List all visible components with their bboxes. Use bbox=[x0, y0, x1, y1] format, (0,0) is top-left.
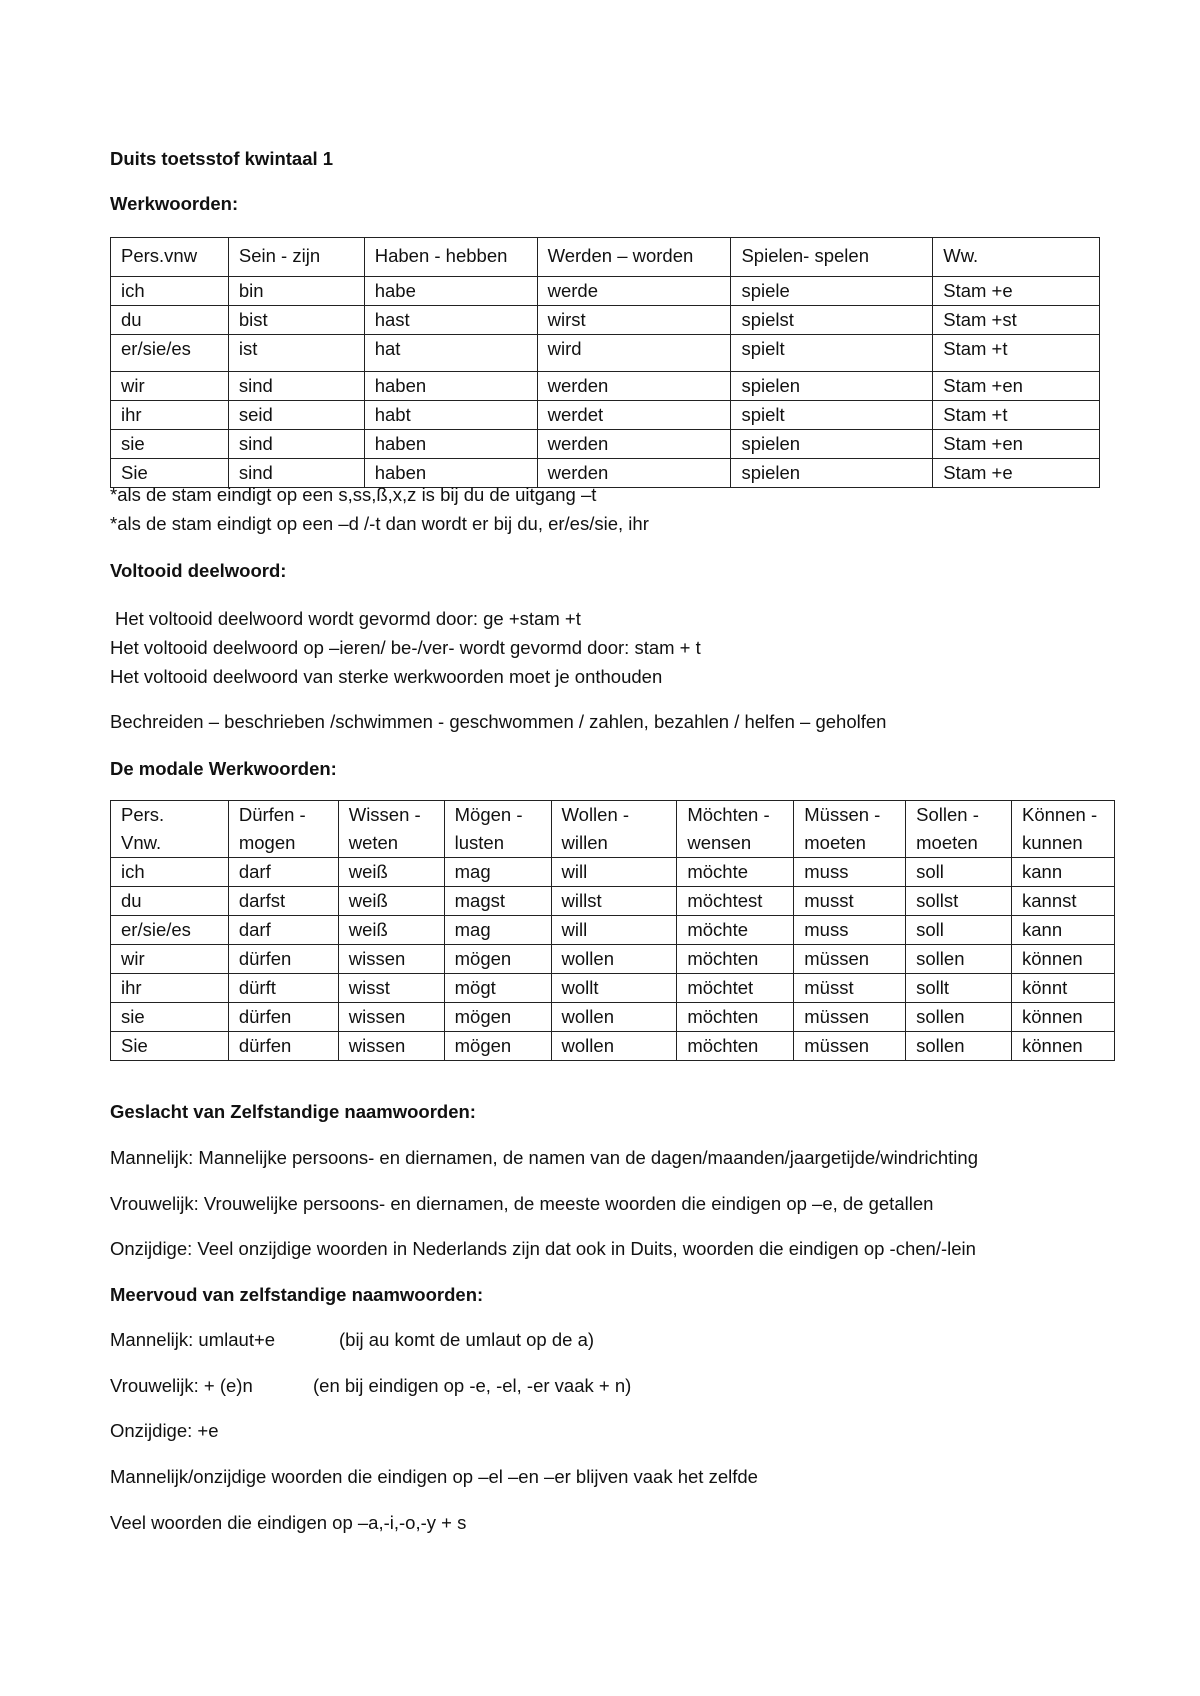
verbs-cell: spielen bbox=[731, 430, 933, 459]
verbs-cell: spielt bbox=[731, 401, 933, 430]
modal-cell: Sie bbox=[111, 1032, 229, 1061]
modal-cell: musst bbox=[794, 887, 906, 916]
modal-header-cell bbox=[794, 801, 906, 858]
verbs-cell: Stam +t bbox=[933, 401, 1100, 430]
modal-header-line: Vnw. bbox=[121, 832, 162, 853]
geslacht-onzijdig: Onzijdige: Veel onzijdige woorden in Nederlands zijn dat ook in Duits, woorden die eindigen op -chen/-lein bbox=[110, 1238, 976, 1259]
geslacht-heading: Geslacht van Zelfstandige naamwoorden: bbox=[110, 1101, 476, 1122]
modal-cell: möchten bbox=[677, 945, 794, 974]
modal-cell: muss bbox=[794, 858, 906, 887]
voltooid-line-1: Het voltooid deelwoord wordt gevormd door: ge +stam +t bbox=[115, 608, 581, 629]
voltooid-line-2: Het voltooid deelwoord op –ieren/ be-/ver- wordt gevormd door: stam + t bbox=[110, 637, 701, 658]
meervoud-mannelijk-note: (bij au komt de umlaut op de a) bbox=[339, 1329, 595, 1350]
verbs-cell: wir bbox=[111, 372, 229, 401]
verbs-cell: er/sie/es bbox=[111, 335, 229, 372]
verbs-cell: seid bbox=[228, 401, 364, 430]
modal-header-line: moeten bbox=[804, 832, 866, 853]
verbs-cell: sie bbox=[111, 430, 229, 459]
modal-header-line: Dürfen - bbox=[238, 804, 306, 825]
voltooid-line-3: Het voltooid deelwoord van sterke werkwoorden moet je onthouden bbox=[110, 666, 663, 687]
modal-cell: müssen bbox=[794, 945, 906, 974]
modal-cell: weiß bbox=[338, 916, 444, 945]
modal-cell: möchten bbox=[677, 1032, 794, 1061]
modal-cell: muss bbox=[794, 916, 906, 945]
modal-cell: darf bbox=[228, 858, 338, 887]
verbs-cell: du bbox=[111, 306, 229, 335]
modal-cell: wollen bbox=[551, 945, 677, 974]
modal-cell: wir bbox=[111, 945, 229, 974]
verbs-cell: haben bbox=[364, 459, 537, 488]
modal-header-line: mogen bbox=[238, 832, 296, 853]
geslacht-vrouwelijk: Vrouwelijk: Vrouwelijke persoons- en diernamen, de meeste woorden die eindigen op –e, de getallen bbox=[110, 1193, 934, 1214]
modal-row bbox=[111, 1003, 1115, 1032]
verbs-cell: wirst bbox=[537, 306, 731, 335]
modal-cell: er/sie/es bbox=[111, 916, 229, 945]
verbs-cell: Stam +e bbox=[933, 277, 1100, 306]
modal-header-line: Möchten - bbox=[687, 804, 770, 825]
modal-header-cell bbox=[906, 801, 1012, 858]
verbs-cell: hat bbox=[364, 335, 537, 372]
modal-cell: wissen bbox=[338, 945, 444, 974]
verbs-cell: ist bbox=[228, 335, 364, 372]
modal-header-line: Müssen - bbox=[804, 804, 881, 825]
verbs-cell: habe bbox=[364, 277, 537, 306]
modal-header-cell bbox=[444, 801, 551, 858]
werkwoorden-heading: Werkwoorden: bbox=[110, 193, 239, 214]
modal-cell: sollen bbox=[906, 1003, 1012, 1032]
verbs-cell: Stam +st bbox=[933, 306, 1100, 335]
modal-cell: sie bbox=[111, 1003, 229, 1032]
verbs-row bbox=[111, 335, 1100, 372]
modal-cell: ich bbox=[111, 858, 229, 887]
modal-cell: können bbox=[1012, 1032, 1115, 1061]
modal-row bbox=[111, 858, 1115, 887]
modal-header-line: Wissen - bbox=[348, 804, 421, 825]
modal-cell: weiß bbox=[338, 887, 444, 916]
meervoud-mannelijk-onzijdig: Mannelijk/onzijdige woorden die eindigen op –el –en –er blijven vaak het zelfde bbox=[110, 1466, 758, 1487]
modal-cell: möchten bbox=[677, 1003, 794, 1032]
verbs-cell: sind bbox=[228, 372, 364, 401]
verbs-table bbox=[110, 237, 1100, 488]
verbs-header-row bbox=[111, 238, 1100, 277]
modal-cell: sollst bbox=[906, 887, 1012, 916]
verbs-cell: Sie bbox=[111, 459, 229, 488]
modal-cell: sollen bbox=[906, 945, 1012, 974]
modal-header-cell bbox=[551, 801, 677, 858]
modal-cell: darf bbox=[228, 916, 338, 945]
verbs-header-cell: Pers.vnw bbox=[111, 238, 229, 277]
modal-cell: können bbox=[1012, 1003, 1115, 1032]
modal-cell: dürft bbox=[228, 974, 338, 1003]
modal-header-row bbox=[111, 801, 1115, 858]
meervoud-mannelijk: Mannelijk: umlaut+e bbox=[110, 1329, 276, 1350]
modal-cell: wollt bbox=[551, 974, 677, 1003]
modal-header-cell bbox=[338, 801, 444, 858]
verbs-cell: spiele bbox=[731, 277, 933, 306]
verbs-cell: sind bbox=[228, 459, 364, 488]
modal-header-line: kunnen bbox=[1022, 832, 1083, 853]
modal-cell: kann bbox=[1012, 916, 1115, 945]
verbs-cell: bist bbox=[228, 306, 364, 335]
meervoud-onzijdig: Onzijdige: +e bbox=[110, 1420, 219, 1441]
verbs-cell: werden bbox=[537, 372, 731, 401]
verbs-cell: spielen bbox=[731, 459, 933, 488]
modal-row bbox=[111, 945, 1115, 974]
modal-verbs-table bbox=[110, 800, 1115, 1061]
verbs-row bbox=[111, 277, 1100, 306]
modal-row bbox=[111, 1032, 1115, 1061]
modal-cell: können bbox=[1012, 945, 1115, 974]
modal-cell: du bbox=[111, 887, 229, 916]
verbs-cell: wird bbox=[537, 335, 731, 372]
modal-cell: will bbox=[551, 858, 677, 887]
modal-cell: mag bbox=[444, 916, 551, 945]
voltooid-line-4: Bechreiden – beschrieben /schwimmen - geschwommen / zahlen, bezahlen / helfen – geholfen bbox=[110, 711, 887, 732]
verbs-cell: hast bbox=[364, 306, 537, 335]
page-title: Duits toetsstof kwintaal 1 bbox=[110, 148, 334, 169]
verbs-cell: Stam +e bbox=[933, 459, 1100, 488]
verbs-row bbox=[111, 306, 1100, 335]
modal-cell: müssen bbox=[794, 1003, 906, 1032]
verbs-cell: bin bbox=[228, 277, 364, 306]
modal-cell: dürfen bbox=[228, 945, 338, 974]
modal-header-line: Wollen - bbox=[561, 804, 630, 825]
verbs-header-cell: Spielen- spelen bbox=[731, 238, 933, 277]
modal-cell: müsst bbox=[794, 974, 906, 1003]
modal-cell: willst bbox=[551, 887, 677, 916]
meervoud-heading: Meervoud van zelfstandige naamwoorden: bbox=[110, 1284, 484, 1305]
modal-cell: weiß bbox=[338, 858, 444, 887]
verbs-cell: spielen bbox=[731, 372, 933, 401]
meervoud-s-ending: Veel woorden die eindigen op –a,-i,-o,-y + s bbox=[110, 1512, 467, 1533]
verbs-cell: werden bbox=[537, 459, 731, 488]
verbs-cell: Stam +en bbox=[933, 372, 1100, 401]
meervoud-vrouwelijk: Vrouwelijk: + (e)n bbox=[110, 1375, 253, 1396]
modal-header-line: wensen bbox=[687, 832, 752, 853]
verbs-cell: werdet bbox=[537, 401, 731, 430]
modal-header-line: weten bbox=[348, 832, 399, 853]
verbs-cell: Stam +en bbox=[933, 430, 1100, 459]
modal-cell: magst bbox=[444, 887, 551, 916]
modal-header-line: Mögen - bbox=[454, 804, 523, 825]
meervoud-vrouwelijk-note: (en bij eindigen op -e, -el, -er vaak + n) bbox=[313, 1375, 632, 1396]
modal-cell: mögt bbox=[444, 974, 551, 1003]
modal-header-cell bbox=[111, 801, 229, 858]
verbs-cell: spielst bbox=[731, 306, 933, 335]
modal-cell: kann bbox=[1012, 858, 1115, 887]
modal-row bbox=[111, 974, 1115, 1003]
modal-cell: sollt bbox=[906, 974, 1012, 1003]
modal-cell: sollen bbox=[906, 1032, 1012, 1061]
modal-cell: wissen bbox=[338, 1032, 444, 1061]
verbs-cell: ich bbox=[111, 277, 229, 306]
modal-cell: dürfen bbox=[228, 1003, 338, 1032]
verbs-row bbox=[111, 430, 1100, 459]
verbs-row bbox=[111, 401, 1100, 430]
modal-header-line: lusten bbox=[454, 832, 505, 853]
verbs-row bbox=[111, 372, 1100, 401]
modal-cell: möchte bbox=[677, 858, 794, 887]
verbs-cell: werden bbox=[537, 430, 731, 459]
verbs-cell: habt bbox=[364, 401, 537, 430]
modal-cell: soll bbox=[906, 916, 1012, 945]
verbs-cell: Stam +t bbox=[933, 335, 1100, 372]
modal-cell: kannst bbox=[1012, 887, 1115, 916]
verbs-header-cell: Werden – worden bbox=[537, 238, 731, 277]
voltooid-heading: Voltooid deelwoord: bbox=[110, 560, 287, 581]
modal-cell: mag bbox=[444, 858, 551, 887]
modal-header-cell bbox=[228, 801, 338, 858]
modal-cell: möchtest bbox=[677, 887, 794, 916]
verbs-cell: ihr bbox=[111, 401, 229, 430]
modal-row bbox=[111, 916, 1115, 945]
verbs-header-cell: Sein - zijn bbox=[228, 238, 364, 277]
modal-cell: wissen bbox=[338, 1003, 444, 1032]
verbs-cell: sind bbox=[228, 430, 364, 459]
modal-cell: darfst bbox=[228, 887, 338, 916]
werkwoorden-note-1: *als de stam eindigt op een s,ss,ß,x,z is bij du de uitgang –t bbox=[110, 484, 597, 505]
modal-cell: möchte bbox=[677, 916, 794, 945]
modale-heading: De modale Werkwoorden: bbox=[110, 758, 337, 779]
modal-cell: wollen bbox=[551, 1032, 677, 1061]
werkwoorden-note-2: *als de stam eindigt op een –d /-t dan wordt er bij du, er/es/sie, ihr bbox=[110, 513, 649, 534]
modal-header-cell bbox=[1012, 801, 1115, 858]
modal-cell: müssen bbox=[794, 1032, 906, 1061]
verbs-cell: haben bbox=[364, 372, 537, 401]
modal-cell: wisst bbox=[338, 974, 444, 1003]
modal-cell: mögen bbox=[444, 1003, 551, 1032]
modal-cell: mögen bbox=[444, 945, 551, 974]
geslacht-mannelijk: Mannelijk: Mannelijke persoons- en diernamen, de namen van de dagen/maanden/jaargetijde/windrichting bbox=[110, 1147, 978, 1168]
modal-header-line: Sollen - bbox=[916, 804, 979, 825]
modal-cell: soll bbox=[906, 858, 1012, 887]
verbs-cell: spielt bbox=[731, 335, 933, 372]
verbs-cell: werde bbox=[537, 277, 731, 306]
modal-cell: dürfen bbox=[228, 1032, 338, 1061]
modal-header-line: moeten bbox=[916, 832, 978, 853]
modal-cell: ihr bbox=[111, 974, 229, 1003]
verbs-header-cell: Haben - hebben bbox=[364, 238, 537, 277]
modal-header-line: Können - bbox=[1022, 804, 1098, 825]
verbs-cell: haben bbox=[364, 430, 537, 459]
modal-cell: möchtet bbox=[677, 974, 794, 1003]
modal-header-cell bbox=[677, 801, 794, 858]
modal-header-line: willen bbox=[561, 832, 608, 853]
modal-header-line: Pers. bbox=[121, 804, 165, 825]
modal-cell: könnt bbox=[1012, 974, 1115, 1003]
modal-cell: wollen bbox=[551, 1003, 677, 1032]
verbs-header-cell: Ww. bbox=[933, 238, 1100, 277]
modal-row bbox=[111, 887, 1115, 916]
modal-cell: mögen bbox=[444, 1032, 551, 1061]
modal-cell: will bbox=[551, 916, 677, 945]
